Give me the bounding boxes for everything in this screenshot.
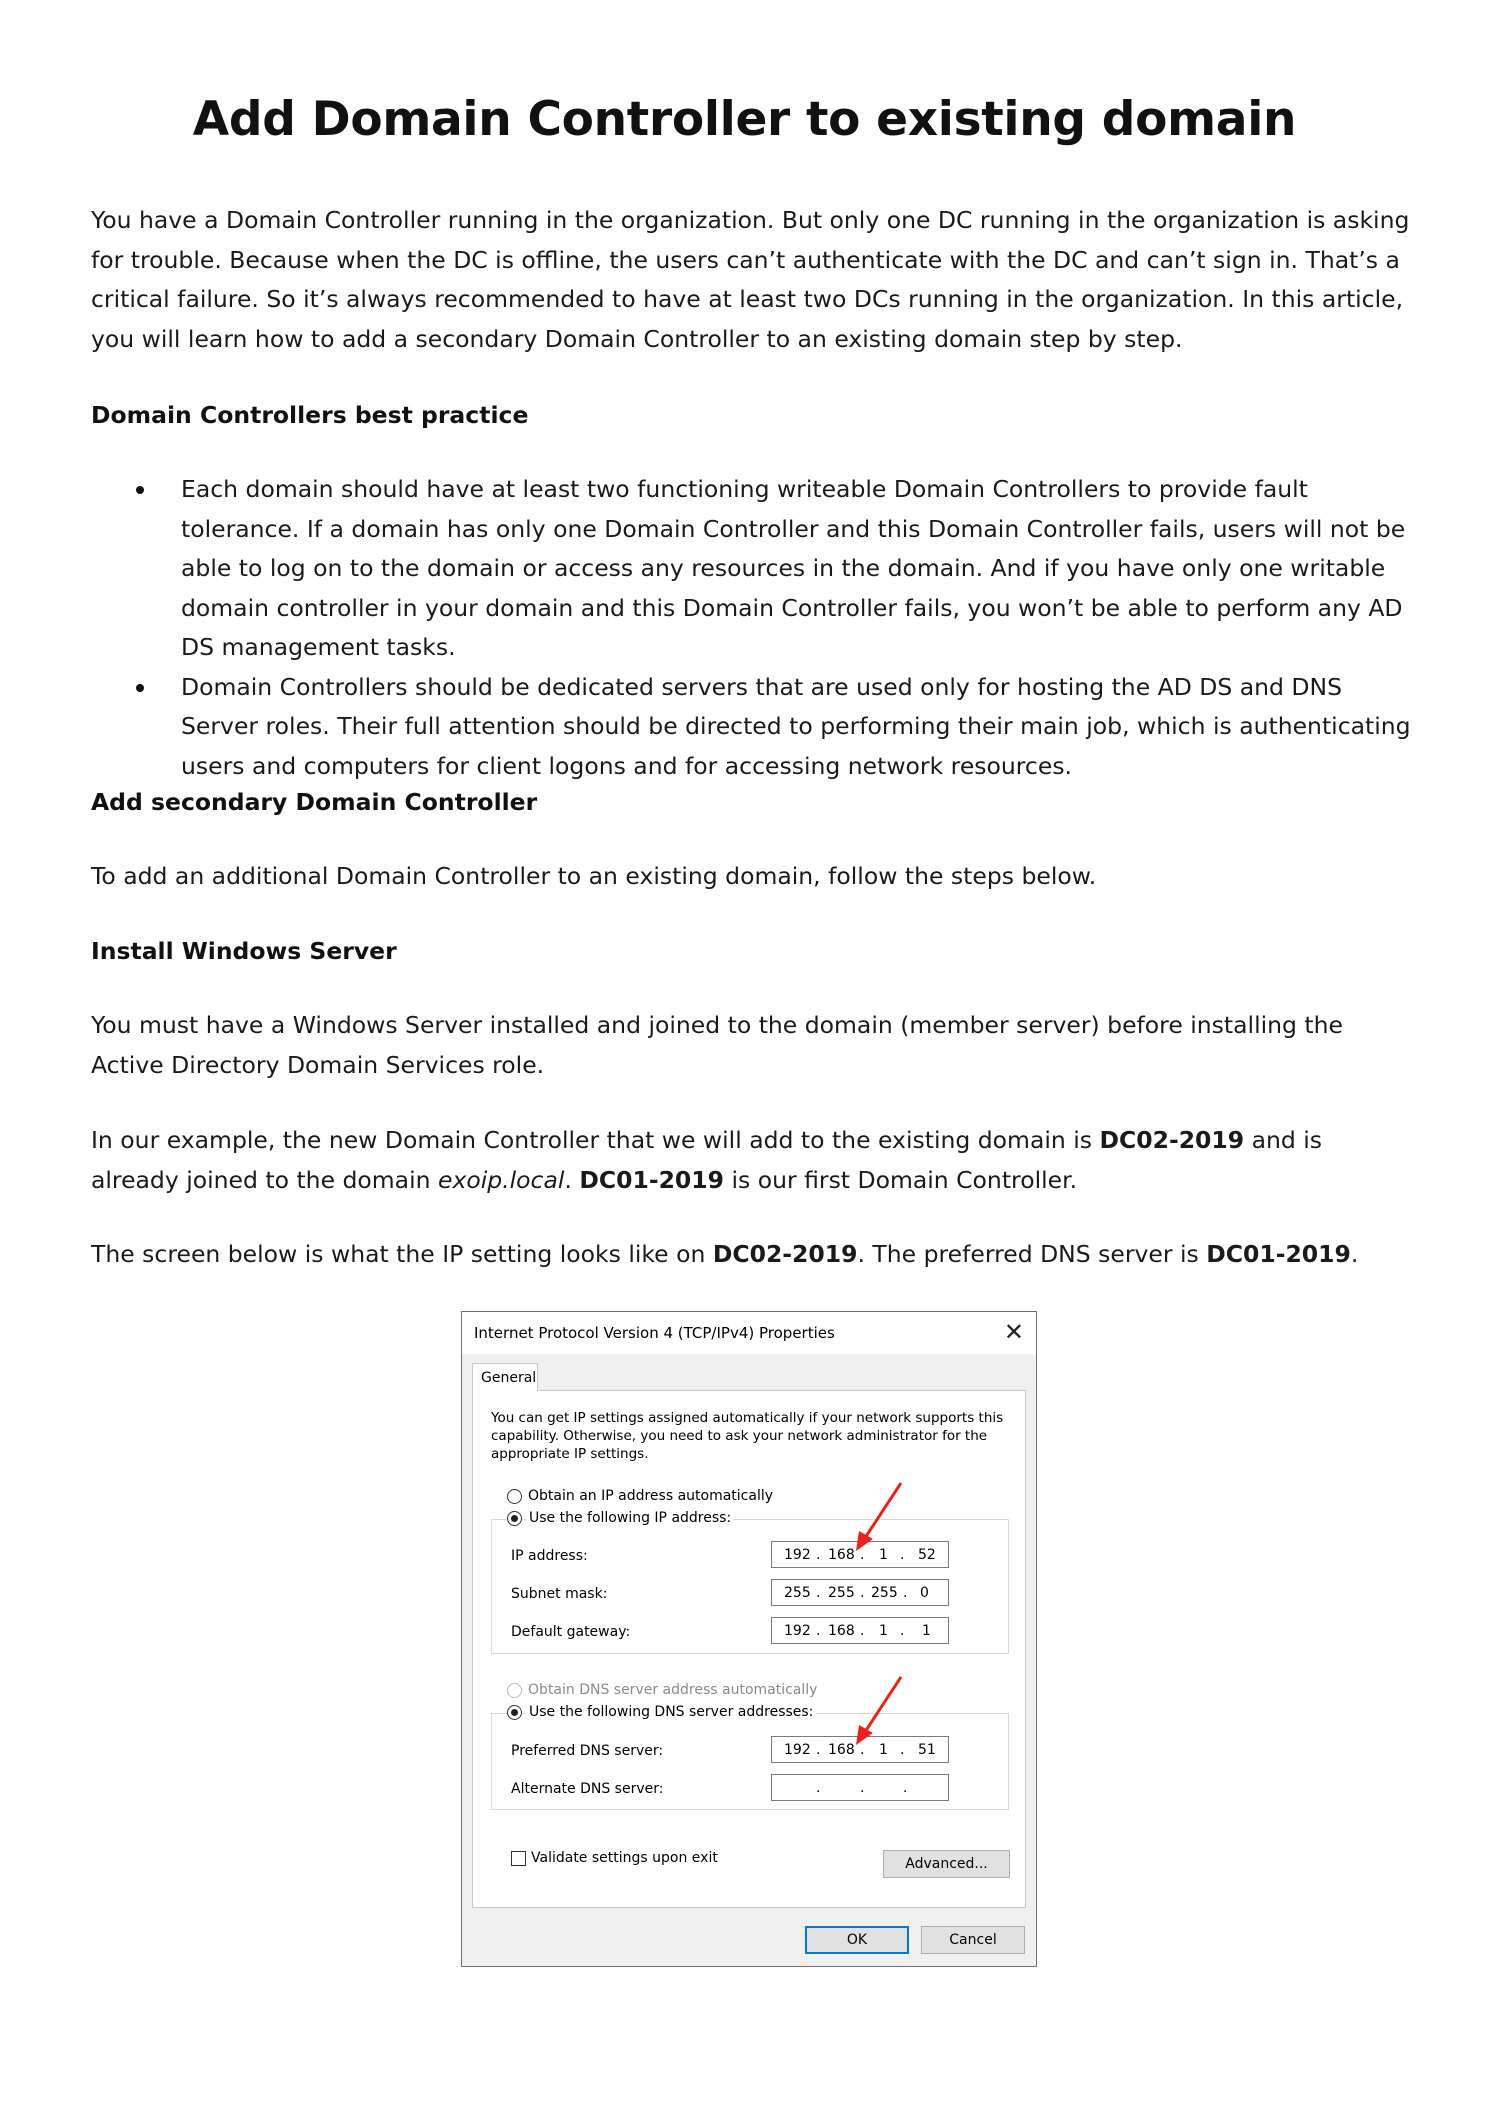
ip-address-label: IP address: bbox=[511, 1548, 588, 1564]
dc02-name: DC02-2019 bbox=[712, 1240, 858, 1268]
use-following-ip-radio[interactable] bbox=[507, 1511, 522, 1526]
close-icon[interactable]: ✕ bbox=[1003, 1318, 1024, 1346]
use-following-dns-radio[interactable] bbox=[507, 1705, 522, 1720]
dialog-info-text: You can get IP settings assigned automatically if your network supports this capability. Otherwise, you need to ask your network administrator for the appropriate IP settings. bbox=[491, 1410, 1004, 1462]
dialog-titlebar bbox=[462, 1312, 1036, 1354]
ok-button[interactable]: OK bbox=[805, 1926, 909, 1954]
tab-label: General bbox=[481, 1370, 537, 1386]
subnet-mask-input[interactable]: 255 . 255 . 255 . 0 bbox=[771, 1579, 949, 1606]
alternate-dns-input[interactable]: . . . bbox=[771, 1774, 949, 1801]
list-item bbox=[0, 470, 1411, 668]
tab-general[interactable] bbox=[472, 1363, 538, 1391]
install-paragraph: You must have a Windows Server installed and joined to the domain (member server) before installing the Active Directory Domain Services role. bbox=[91, 1011, 1343, 1079]
page-title: Add Domain Controller to existing domain bbox=[192, 92, 1297, 147]
ip-address-input[interactable]: 192 . 168 . 1 . 52 bbox=[771, 1541, 949, 1568]
arrow-icon bbox=[853, 1673, 913, 1748]
obtain-ip-auto-radio[interactable] bbox=[507, 1489, 522, 1504]
default-gateway-input[interactable]: 192 . 168 . 1 . 1 bbox=[771, 1617, 949, 1644]
bullet-icon bbox=[136, 684, 144, 692]
obtain-dns-auto-label: Obtain DNS server address automatically bbox=[528, 1682, 818, 1698]
obtain-dns-auto-radio[interactable] bbox=[507, 1683, 522, 1698]
best-practice-list bbox=[0, 470, 1489, 786]
subnet-mask-label: Subnet mask: bbox=[511, 1586, 608, 1602]
preferred-dns-label: Preferred DNS server: bbox=[511, 1743, 664, 1759]
arrow-icon bbox=[853, 1479, 913, 1554]
general-panel bbox=[472, 1390, 1026, 1908]
preferred-dns-input[interactable]: 192 . 168 . 1 . 51 bbox=[771, 1736, 949, 1763]
bullet-text: Domain Controllers should be dedicated servers that are used only for hosting the AD DS and DNS Server roles. Their full attention should be directed to performing their main job, which is authenticating users and computers for client logons and for accessing network resources. bbox=[181, 672, 1411, 780]
screen-description-paragraph: The screen below is what the IP setting looks like on DC02-2019. The preferred DNS server is DC01-2019. bbox=[91, 1240, 1359, 1268]
example-paragraph: In our example, the new Domain Controller that we will add to the existing domain is DC02-2019 and is already joined to the domain exoip.local. DC01-2019 is our first Domain Controller. bbox=[91, 1126, 1323, 1194]
bullet-text: Each domain should have at least two functioning writeable Domain Controllers to provide fault tolerance. If a domain has only one Domain Controller and this Domain Controller fails, users will not be able to log on to the domain or access any resources in the domain. And if you have only one writable domain controller in your domain and this Domain Controller fails, you won’t be able to perform any AD DS management tasks. bbox=[181, 475, 1406, 661]
validate-label: Validate settings upon exit bbox=[531, 1850, 718, 1866]
install-heading: Install Windows Server bbox=[91, 937, 397, 965]
add-secondary-paragraph: To add an additional Domain Controller to an existing domain, follow the steps below. bbox=[91, 862, 1097, 890]
advanced-button[interactable]: Advanced... bbox=[883, 1850, 1010, 1878]
obtain-ip-auto-label: Obtain an IP address automatically bbox=[528, 1488, 774, 1504]
ipv4-properties-dialog bbox=[461, 1311, 1037, 1967]
dc01-name: DC01-2019 bbox=[1206, 1240, 1351, 1268]
default-gateway-label: Default gateway: bbox=[511, 1624, 631, 1640]
alternate-dns-label: Alternate DNS server: bbox=[511, 1781, 664, 1797]
best-practice-heading: Domain Controllers best practice bbox=[91, 401, 529, 429]
validate-checkbox[interactable] bbox=[511, 1851, 526, 1866]
intro-paragraph: You have a Domain Controller running in the organization. But only one DC running in the organization is asking for trouble. Because when the DC is offline, the users can’t authenticate with the DC and can’t sign in. That’s a critical failure. So it’s always recommended to have at least two DCs running in the organization. In this article, you will learn how to add a secondary Domain Controller to an existing domain step by step. bbox=[91, 206, 1410, 353]
use-following-dns-label: Use the following DNS server addresses: bbox=[526, 1704, 816, 1720]
cancel-button[interactable]: Cancel bbox=[921, 1926, 1025, 1954]
use-following-ip-label: Use the following IP address: bbox=[526, 1510, 734, 1526]
list-item bbox=[0, 668, 1411, 787]
dc02-name: DC02-2019 bbox=[1099, 1126, 1245, 1154]
add-secondary-heading: Add secondary Domain Controller bbox=[91, 788, 538, 816]
dialog-title: Internet Protocol Version 4 (TCP/IPv4) Properties bbox=[474, 1324, 835, 1342]
domain-name: exoip.local bbox=[437, 1165, 565, 1194]
dc01-name: DC01-2019 bbox=[579, 1165, 724, 1194]
bullet-icon bbox=[136, 486, 144, 494]
